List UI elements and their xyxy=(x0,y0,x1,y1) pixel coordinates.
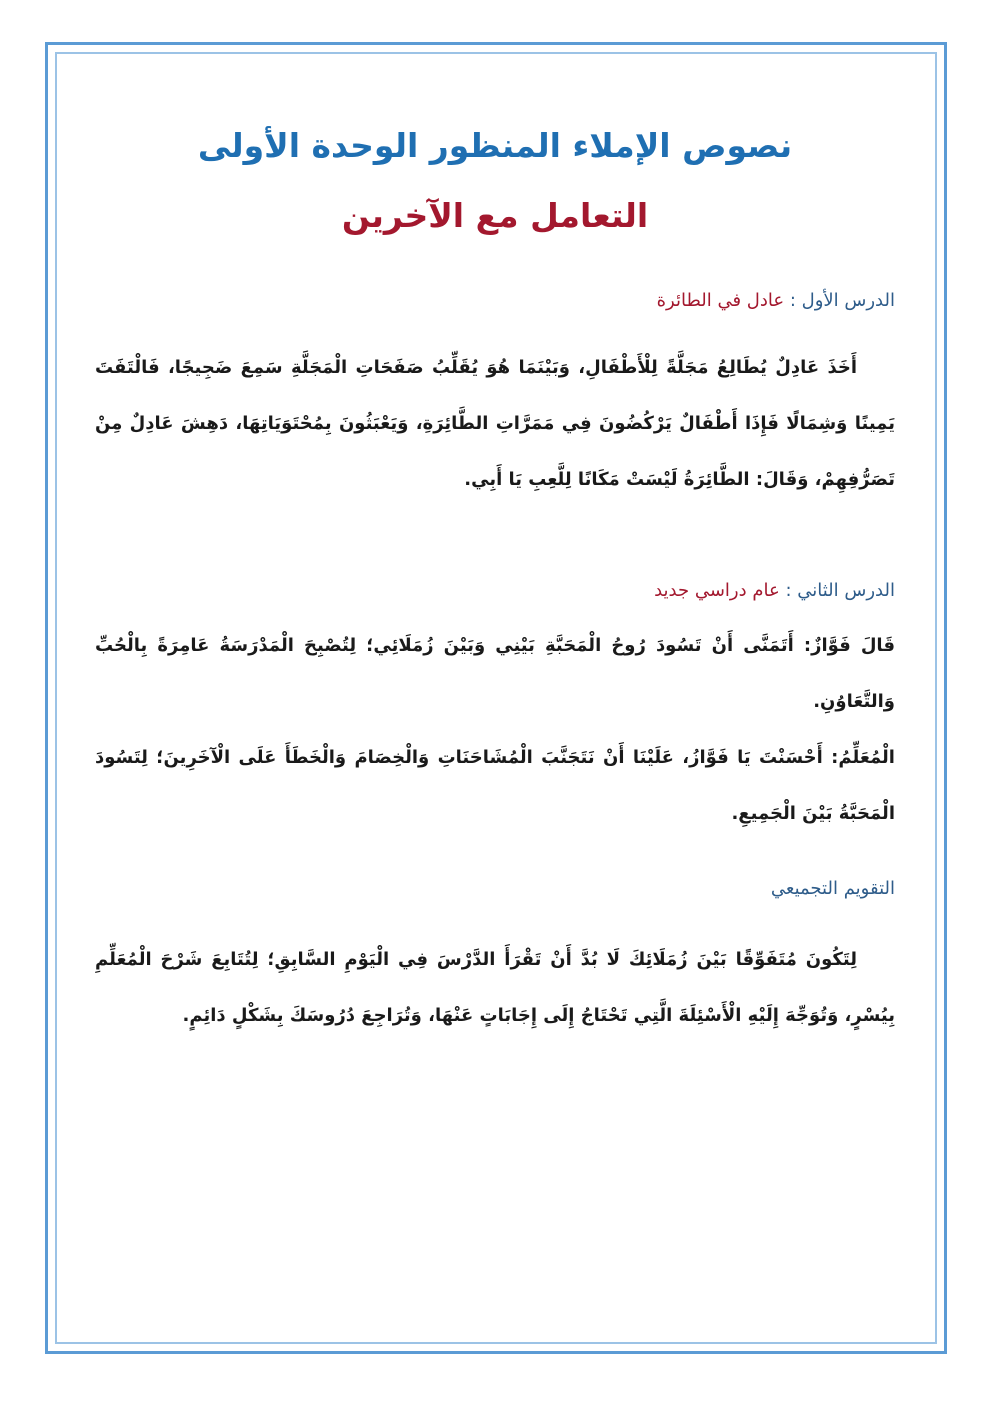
lesson2-line1-text: أَتَمَنَّى أَنْ تَسُودَ رُوحُ الْمَحَبَّةِ بَيْنِي وَبَيْنَ زُمَلَائِي؛ لِتُصْبِحَ الْمَدْرَسَةُ عَامِرَةً بِالْحُبِّ وَالتَّعَاوُنِ. xyxy=(95,635,895,712)
assessment-text: لِتَكُونَ مُتَفَوِّقًا بَيْنَ زُمَلَائِكَ لَا بُدَّ أَنْ تَقْرَأَ الدَّرْسَ فِي الْيَوْمِ السَّابِقِ؛ لِتُتَابِعَ شَرْحَ الْمُعَلِّمِ بِيُسْرٍ، وَتُوَجِّهَ إِلَيْهِ الْأَسْئِلَةَ الَّتِي تَحْتَاجُ إِلَى إِجَابَاتٍ عَنْهَا، وَتُرَاجِعَ دُرُوسَكَ بِشَكْلٍ دَائِمٍ. xyxy=(95,949,895,1026)
speaker-fawaz: قَالَ فَوَّازٌ: xyxy=(803,635,895,656)
assessment-heading: التقويم التجميعي xyxy=(770,878,895,899)
lesson2-line1 xyxy=(95,618,895,730)
lesson2-label: الدرس الثاني : xyxy=(785,580,895,601)
lesson1-heading xyxy=(95,288,895,314)
lesson1-name: عادل في الطائرة xyxy=(656,290,785,311)
page-subtitle: التعامل مع الآخرين xyxy=(341,196,649,235)
lesson2-name: عام دراسي جديد xyxy=(654,580,780,601)
lesson2-line2 xyxy=(95,730,895,842)
page-title: نصوص الإملاء المنظور الوحدة الأولى xyxy=(197,126,793,165)
lesson2-line2-text: أَحْسَنْتَ يَا فَوَّازُ، عَلَيْنَا أَنْ نَتَجَنَّبَ الْمُشَاحَنَاتِ وَالْخِصَامَ وَالْخَطَأَ عَلَى الْآخَرِينَ؛ لِتَسُودَ الْمَحَبَّةُ بَيْنَ الْجَمِيعِ. xyxy=(95,747,895,824)
lesson1-text: أَخَذَ عَادِلٌ يُطَالِعُ مَجَلَّةً لِلْأَطْفَالِ، وَبَيْنَمَا هُوَ يُقَلِّبُ صَفَحَاتِ الْمَجَلَّةِ سَمِعَ ضَجِيجًا، فَالْتَفَتَ يَمِينًا وَشِمَالًا فَإِذَا أَطْفَالٌ يَرْكُضُونَ فِي مَمَرَّاتِ الطَّائِرَةِ، وَيَعْبَثُونَ بِمُحْتَوَيَاتِهَا، دَهِشَ عَادِلٌ مِنْ تَصَرُّفِهِمْ، وَقَالَ: الطَّائِرَةُ لَيْسَتْ مَكَانًا لِلَّعِبِ يَا أَبِي. xyxy=(95,357,895,490)
lesson2-heading xyxy=(95,578,895,604)
document-page xyxy=(95,100,895,1044)
lesson1-label: الدرس الأول : xyxy=(789,290,895,311)
speaker-teacher: الْمُعَلِّمُ: xyxy=(831,747,895,768)
